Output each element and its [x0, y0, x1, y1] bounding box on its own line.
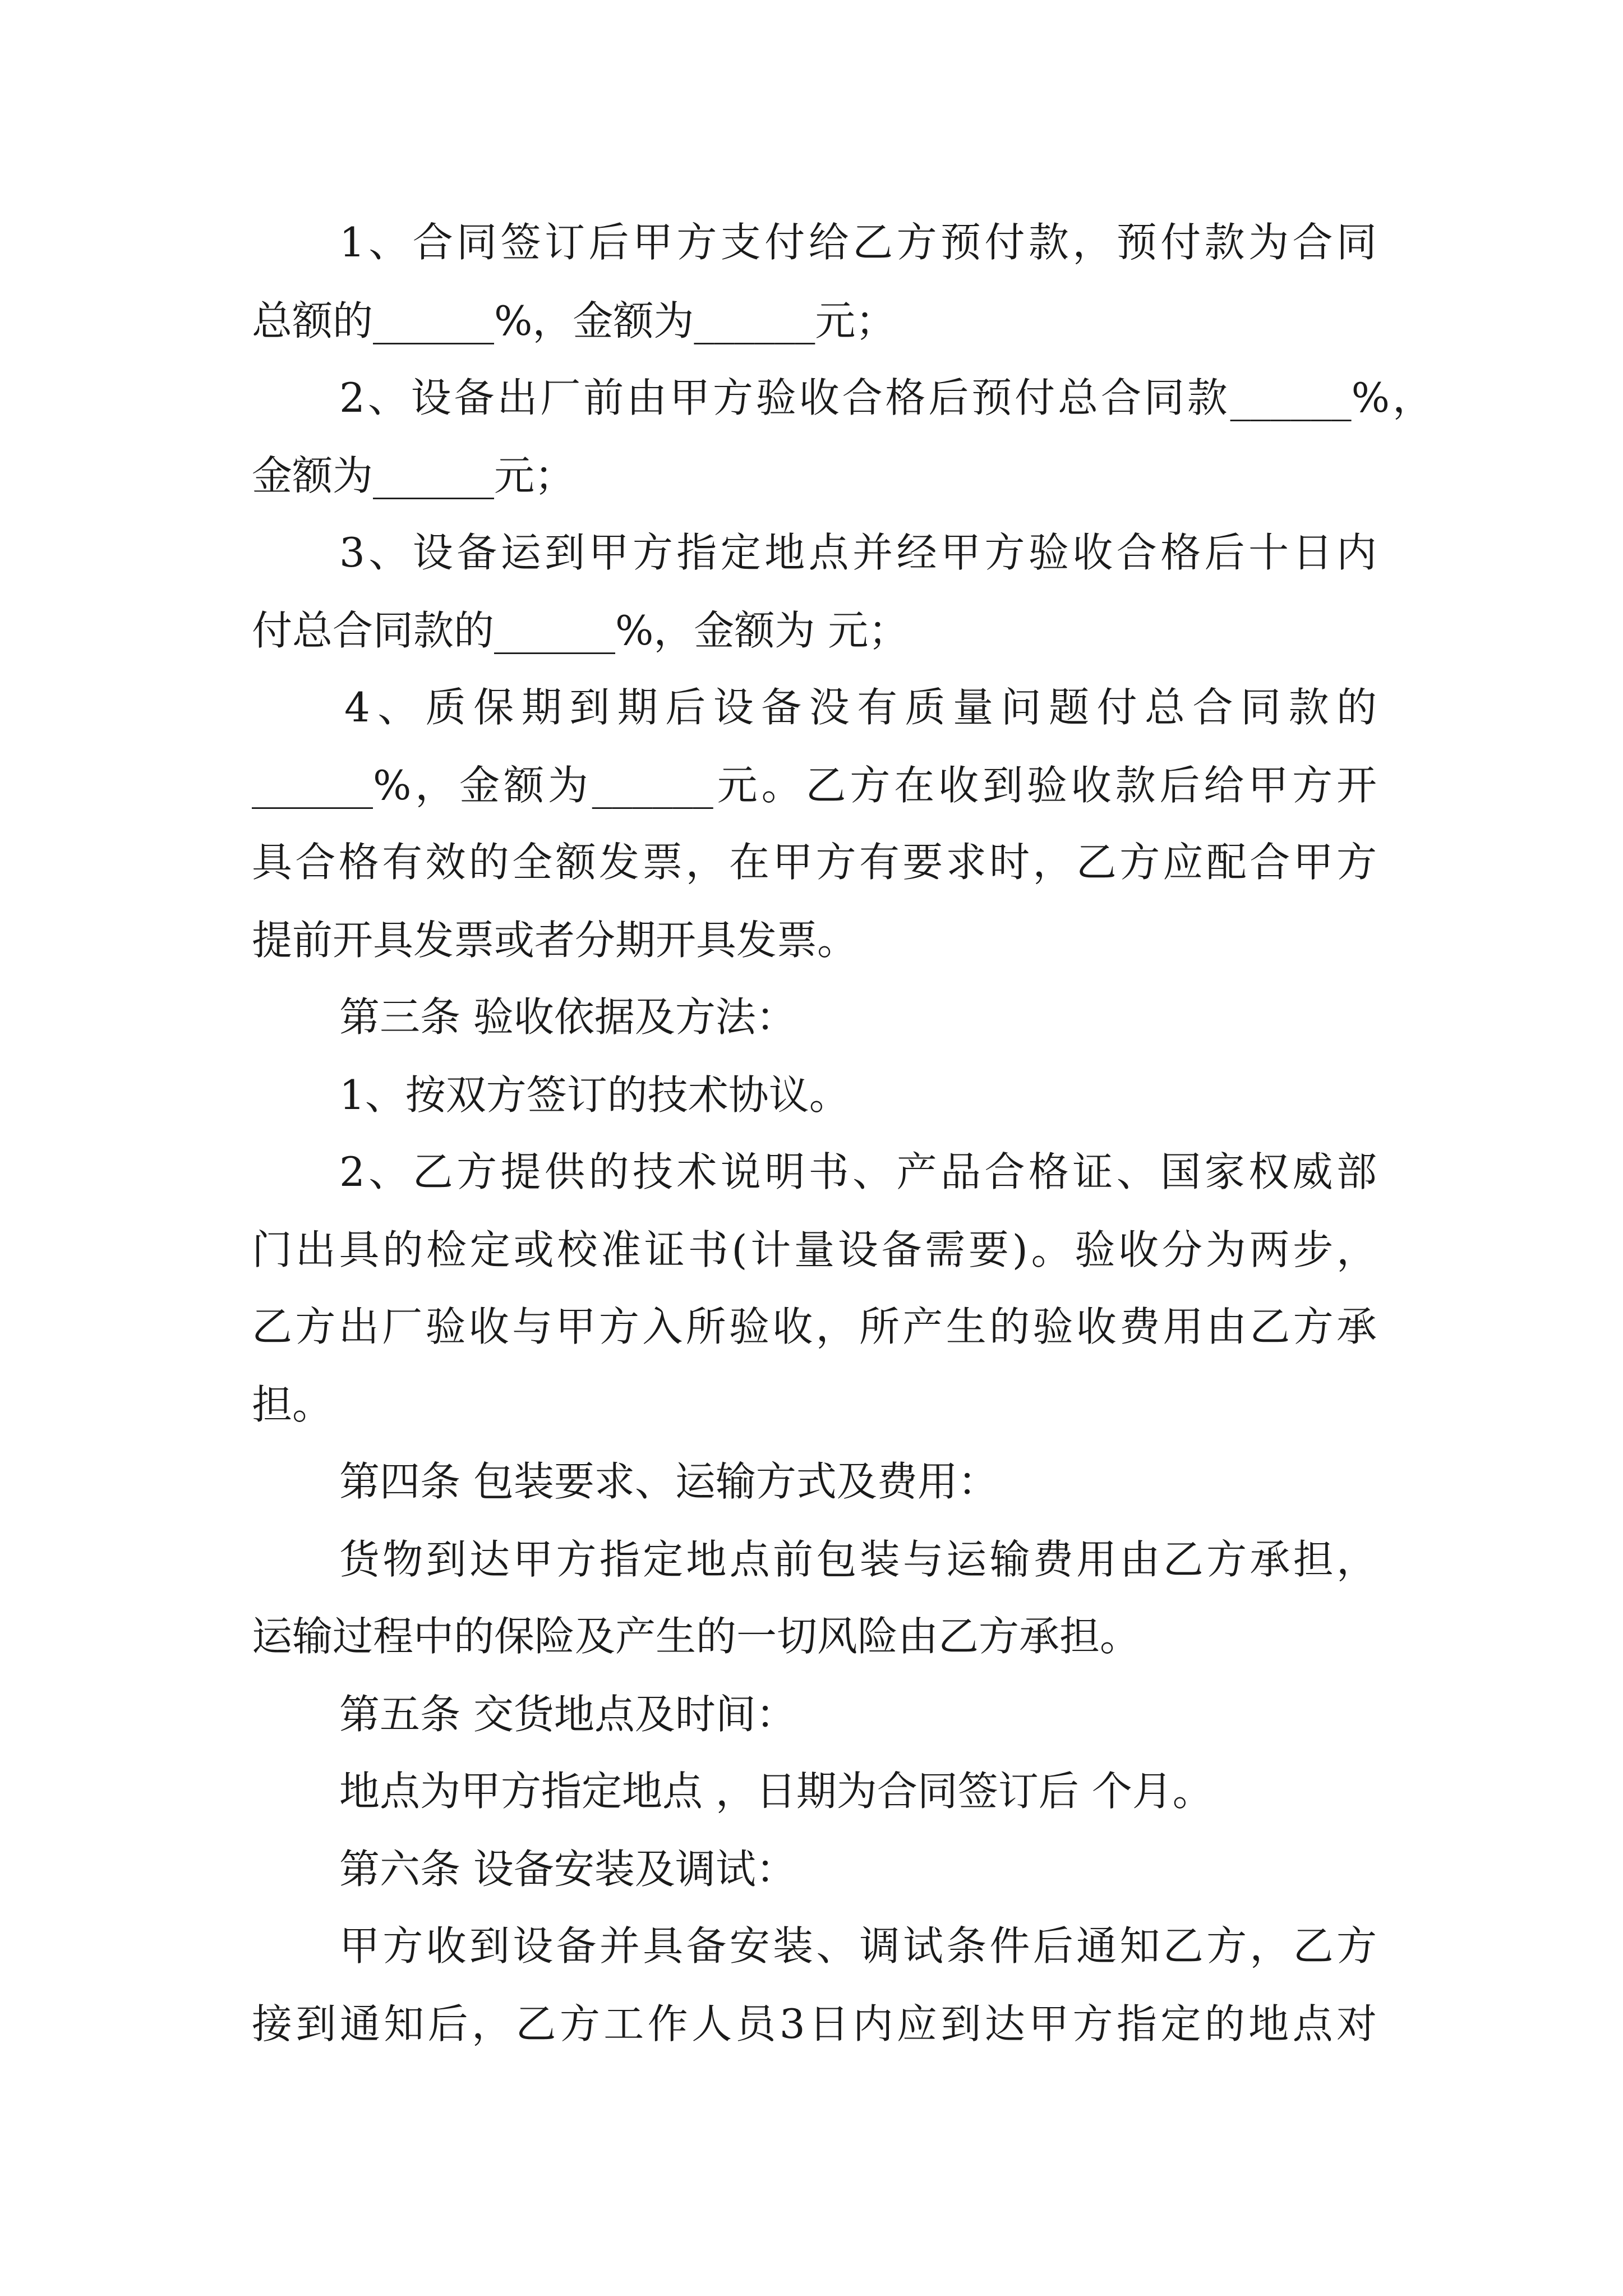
text-line: 4、质保期到期后设备没有质量问题付总合同款的 — [344, 684, 1377, 731]
text-line: 甲方收到设备并具备安装、调试条件后通知乙方，乙方 — [339, 1922, 1377, 1970]
section-heading: 第六条 设备安装及调试： — [339, 1846, 796, 1893]
text-line: 1、合同签订后甲方支付给乙方预付款，预付款为合同 — [339, 219, 1377, 266]
text-line: 担。 — [252, 1381, 333, 1428]
text-line: 1、按双方签订的技术协议。 — [339, 1071, 850, 1119]
section-heading: 第五条 交货地点及时间： — [339, 1691, 796, 1738]
text-line: 总额的______%，金额为______元； — [252, 297, 896, 344]
text-line: 2、乙方提供的技术说明书、产品合格证、国家权威部 — [339, 1148, 1377, 1195]
text-line: 货物到达甲方指定地点前包装与运输费用由乙方承担， — [339, 1536, 1377, 1583]
text-line: 运输过程中的保险及产生的一切风险由乙方承担。 — [252, 1613, 1141, 1660]
text-line: 2、设备出厂前由甲方验收合格后预付总合同款______%， — [339, 374, 1433, 421]
text-line: 地点为甲方指定地点 ，日期为合同签订后 个月。 — [339, 1768, 1213, 1815]
text-line: 金额为______元； — [252, 452, 575, 499]
text-line: 具合格有效的全额发票，在甲方有要求时，乙方应配合甲方 — [252, 839, 1377, 886]
text-line: 3、设备运到甲方指定地点并经甲方验收合格后十日内 — [339, 529, 1377, 576]
text-line: 提前开具发票或者分期开具发票。 — [252, 917, 858, 964]
text-line: 接到通知后，乙方工作人员3日内应到达甲方指定的地点对 — [252, 2000, 1377, 2047]
section-heading: 第四条 包装要求、运输方式及费用： — [339, 1458, 998, 1505]
text-line: 乙方出厂验收与甲方入所验收，所产生的验收费用由乙方承 — [252, 1303, 1377, 1350]
text-line: 付总合同款的______%，金额为 元； — [252, 607, 909, 654]
text-line: ______%，金额为______元。乙方在收到验收款后给甲方开 — [252, 762, 1377, 809]
text-line: 门出具的检定或校准证书(计量设备需要)。验收分为两步， — [252, 1226, 1377, 1273]
section-heading: 第三条 验收依据及方法： — [339, 993, 796, 1041]
